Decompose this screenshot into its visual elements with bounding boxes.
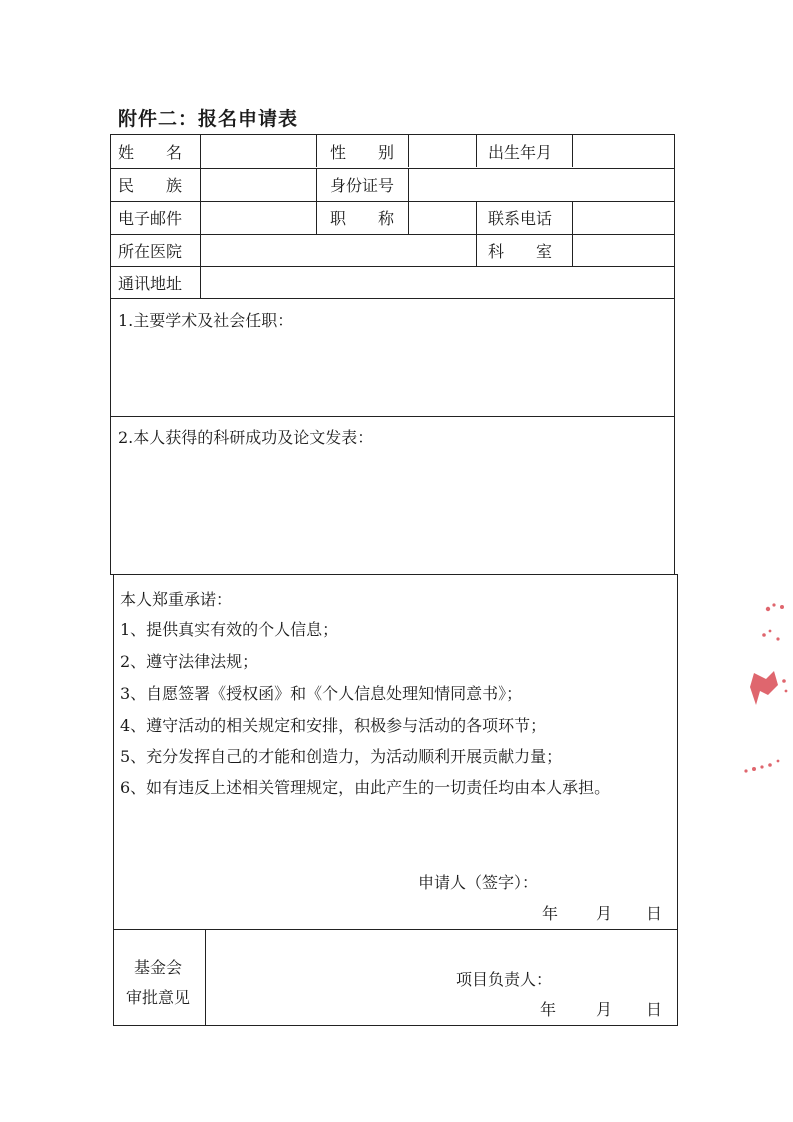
seal-stamp-fragment <box>738 595 793 785</box>
signature-field[interactable] <box>560 868 670 894</box>
row-divider <box>110 298 674 299</box>
promise-heading: 本人郑重承诺： <box>120 590 233 609</box>
project-lead-signature-field[interactable] <box>556 965 670 991</box>
date-year-label: 年 <box>542 904 559 923</box>
promise-item: 5、充分发挥自己的才能和创造力，为活动顺利开展贡献力量； <box>120 747 563 766</box>
label-ethnicity: 民 族 <box>118 176 183 195</box>
col-divider <box>316 134 317 167</box>
row-divider <box>113 929 678 930</box>
email-field[interactable] <box>201 202 315 233</box>
approval-label-line2: 审批意见 <box>126 988 191 1007</box>
birth-field[interactable] <box>573 135 673 167</box>
id-number-field[interactable] <box>409 169 673 200</box>
col-divider <box>476 134 477 167</box>
academic-textarea[interactable] <box>111 336 673 414</box>
promise-border-right <box>677 574 678 1026</box>
row-divider <box>110 416 674 417</box>
address-field[interactable] <box>201 267 673 297</box>
table-border-bottom <box>113 1025 678 1026</box>
label-address: 通讯地址 <box>118 274 183 293</box>
row-divider <box>110 574 677 575</box>
achievements-textarea[interactable] <box>111 452 673 572</box>
project-lead-label: 项目负责人： <box>456 970 553 989</box>
col-divider <box>476 201 477 234</box>
approval-date-day-label: 日 <box>646 1000 663 1019</box>
approval-label-line1: 基金会 <box>134 958 183 977</box>
date-day-label: 日 <box>646 904 663 923</box>
department-field[interactable] <box>573 235 673 265</box>
label-birth: 出生年月 <box>488 143 553 162</box>
col-divider <box>476 234 477 266</box>
label-gender: 性 别 <box>330 143 395 162</box>
hospital-field[interactable] <box>201 235 475 265</box>
table-border-right <box>674 134 675 575</box>
promise-item: 2、遵守法律法规； <box>120 652 259 671</box>
promise-item: 6、如有违反上述相关管理规定，由此产生的一切责任均由本人承担。 <box>120 778 611 797</box>
label-hospital: 所在医院 <box>118 242 183 261</box>
col-divider <box>316 168 317 201</box>
col-divider <box>316 201 317 234</box>
col-divider <box>205 929 206 1026</box>
gender-field[interactable] <box>409 135 475 167</box>
promise-item: 1、提供真实有效的个人信息； <box>120 620 339 639</box>
promise-item: 3、自愿签署《授权函》和《个人信息处理知情同意书》； <box>120 684 523 703</box>
signature-label: 申请人（签字）： <box>418 873 539 892</box>
label-phone: 联系电话 <box>488 209 553 228</box>
approval-date-year-label: 年 <box>540 1000 557 1019</box>
label-department: 科 室 <box>488 242 553 261</box>
job-title-field[interactable] <box>409 202 475 233</box>
promise-border-left <box>113 574 114 1026</box>
label-id-number: 身份证号 <box>330 176 395 195</box>
date-month-label: 月 <box>596 904 613 923</box>
name-field[interactable] <box>201 135 315 167</box>
ethnicity-field[interactable] <box>201 169 315 200</box>
approval-date-month-label: 月 <box>596 1000 613 1019</box>
label-email: 电子邮件 <box>118 209 183 228</box>
label-job-title: 职 称 <box>330 209 395 228</box>
promise-item: 4、遵守活动的相关规定和安排，积极参与活动的各项环节； <box>120 716 547 735</box>
form-title: 附件二：报名申请表 <box>118 108 299 130</box>
section-academic-label: 1.主要学术及社会任职： <box>118 311 294 330</box>
section-achievements-label: 2.本人获得的科研成功及论文发表： <box>118 428 374 447</box>
phone-field[interactable] <box>573 202 673 233</box>
label-name: 姓 名 <box>118 143 183 162</box>
